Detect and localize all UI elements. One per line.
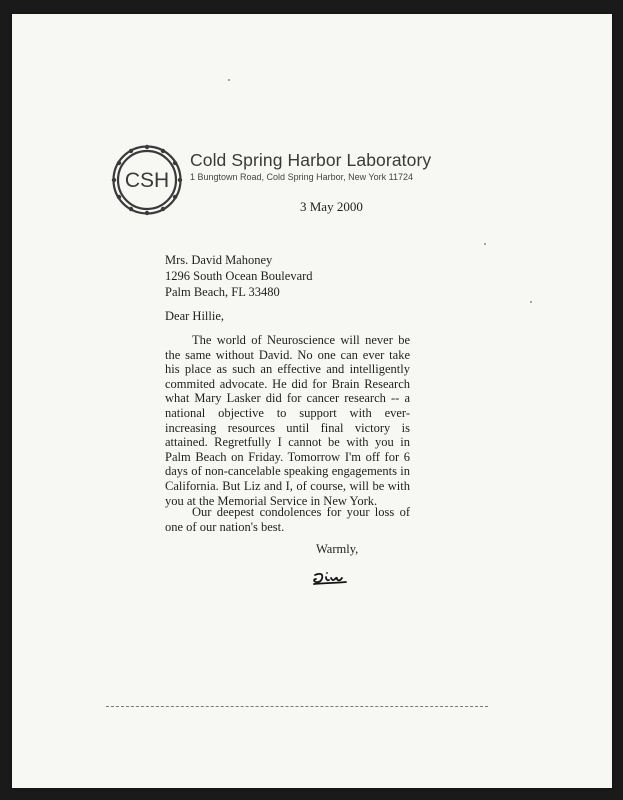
letter-page: [12, 14, 612, 788]
recipient-city: Palm Beach, FL 33480: [165, 285, 280, 299]
letter-date: 3 May 2000: [300, 199, 363, 214]
recipient-street: 1296 South Ocean Boulevard: [165, 269, 313, 283]
recipient-address: [165, 252, 313, 300]
paper-speck: [530, 301, 532, 303]
lab-name: Cold Spring Harbor Laboratory: [190, 150, 432, 170]
salutation: Dear Hillie,: [165, 309, 225, 323]
recipient-name: Mrs. David Mahoney: [165, 253, 273, 267]
paper-speck: [484, 243, 486, 245]
signature-icon: [310, 566, 350, 590]
body-paragraph-1: The world of Neuroscience will never be the same without David. No one can ever take his place as such an effective and intelligently commited advocate. He did for Brain Research what Mary Lasker did for cancer research -- a national objective to support with ever-increasing resources until final victory is attained. Regretfully I cannot be with you in Palm Beach on Friday. Tomorrow I'm off for 6 days of non-cancelable speaking engagements in California. But Liz and I, of course, will be with you at the Memorial Service in New York.: [165, 333, 410, 508]
logo-text: CSH: [124, 169, 170, 192]
paper-speck: [228, 79, 230, 81]
body-paragraph-2: Our deepest condolences for your loss of one of our nation's best.: [165, 505, 410, 534]
closing: Warmly,: [316, 542, 359, 556]
bottom-divider: [106, 706, 488, 707]
lab-address: 1 Bungtown Road, Cold Spring Harbor, New York 11724: [190, 172, 413, 182]
csh-logo-icon: [108, 141, 186, 219]
